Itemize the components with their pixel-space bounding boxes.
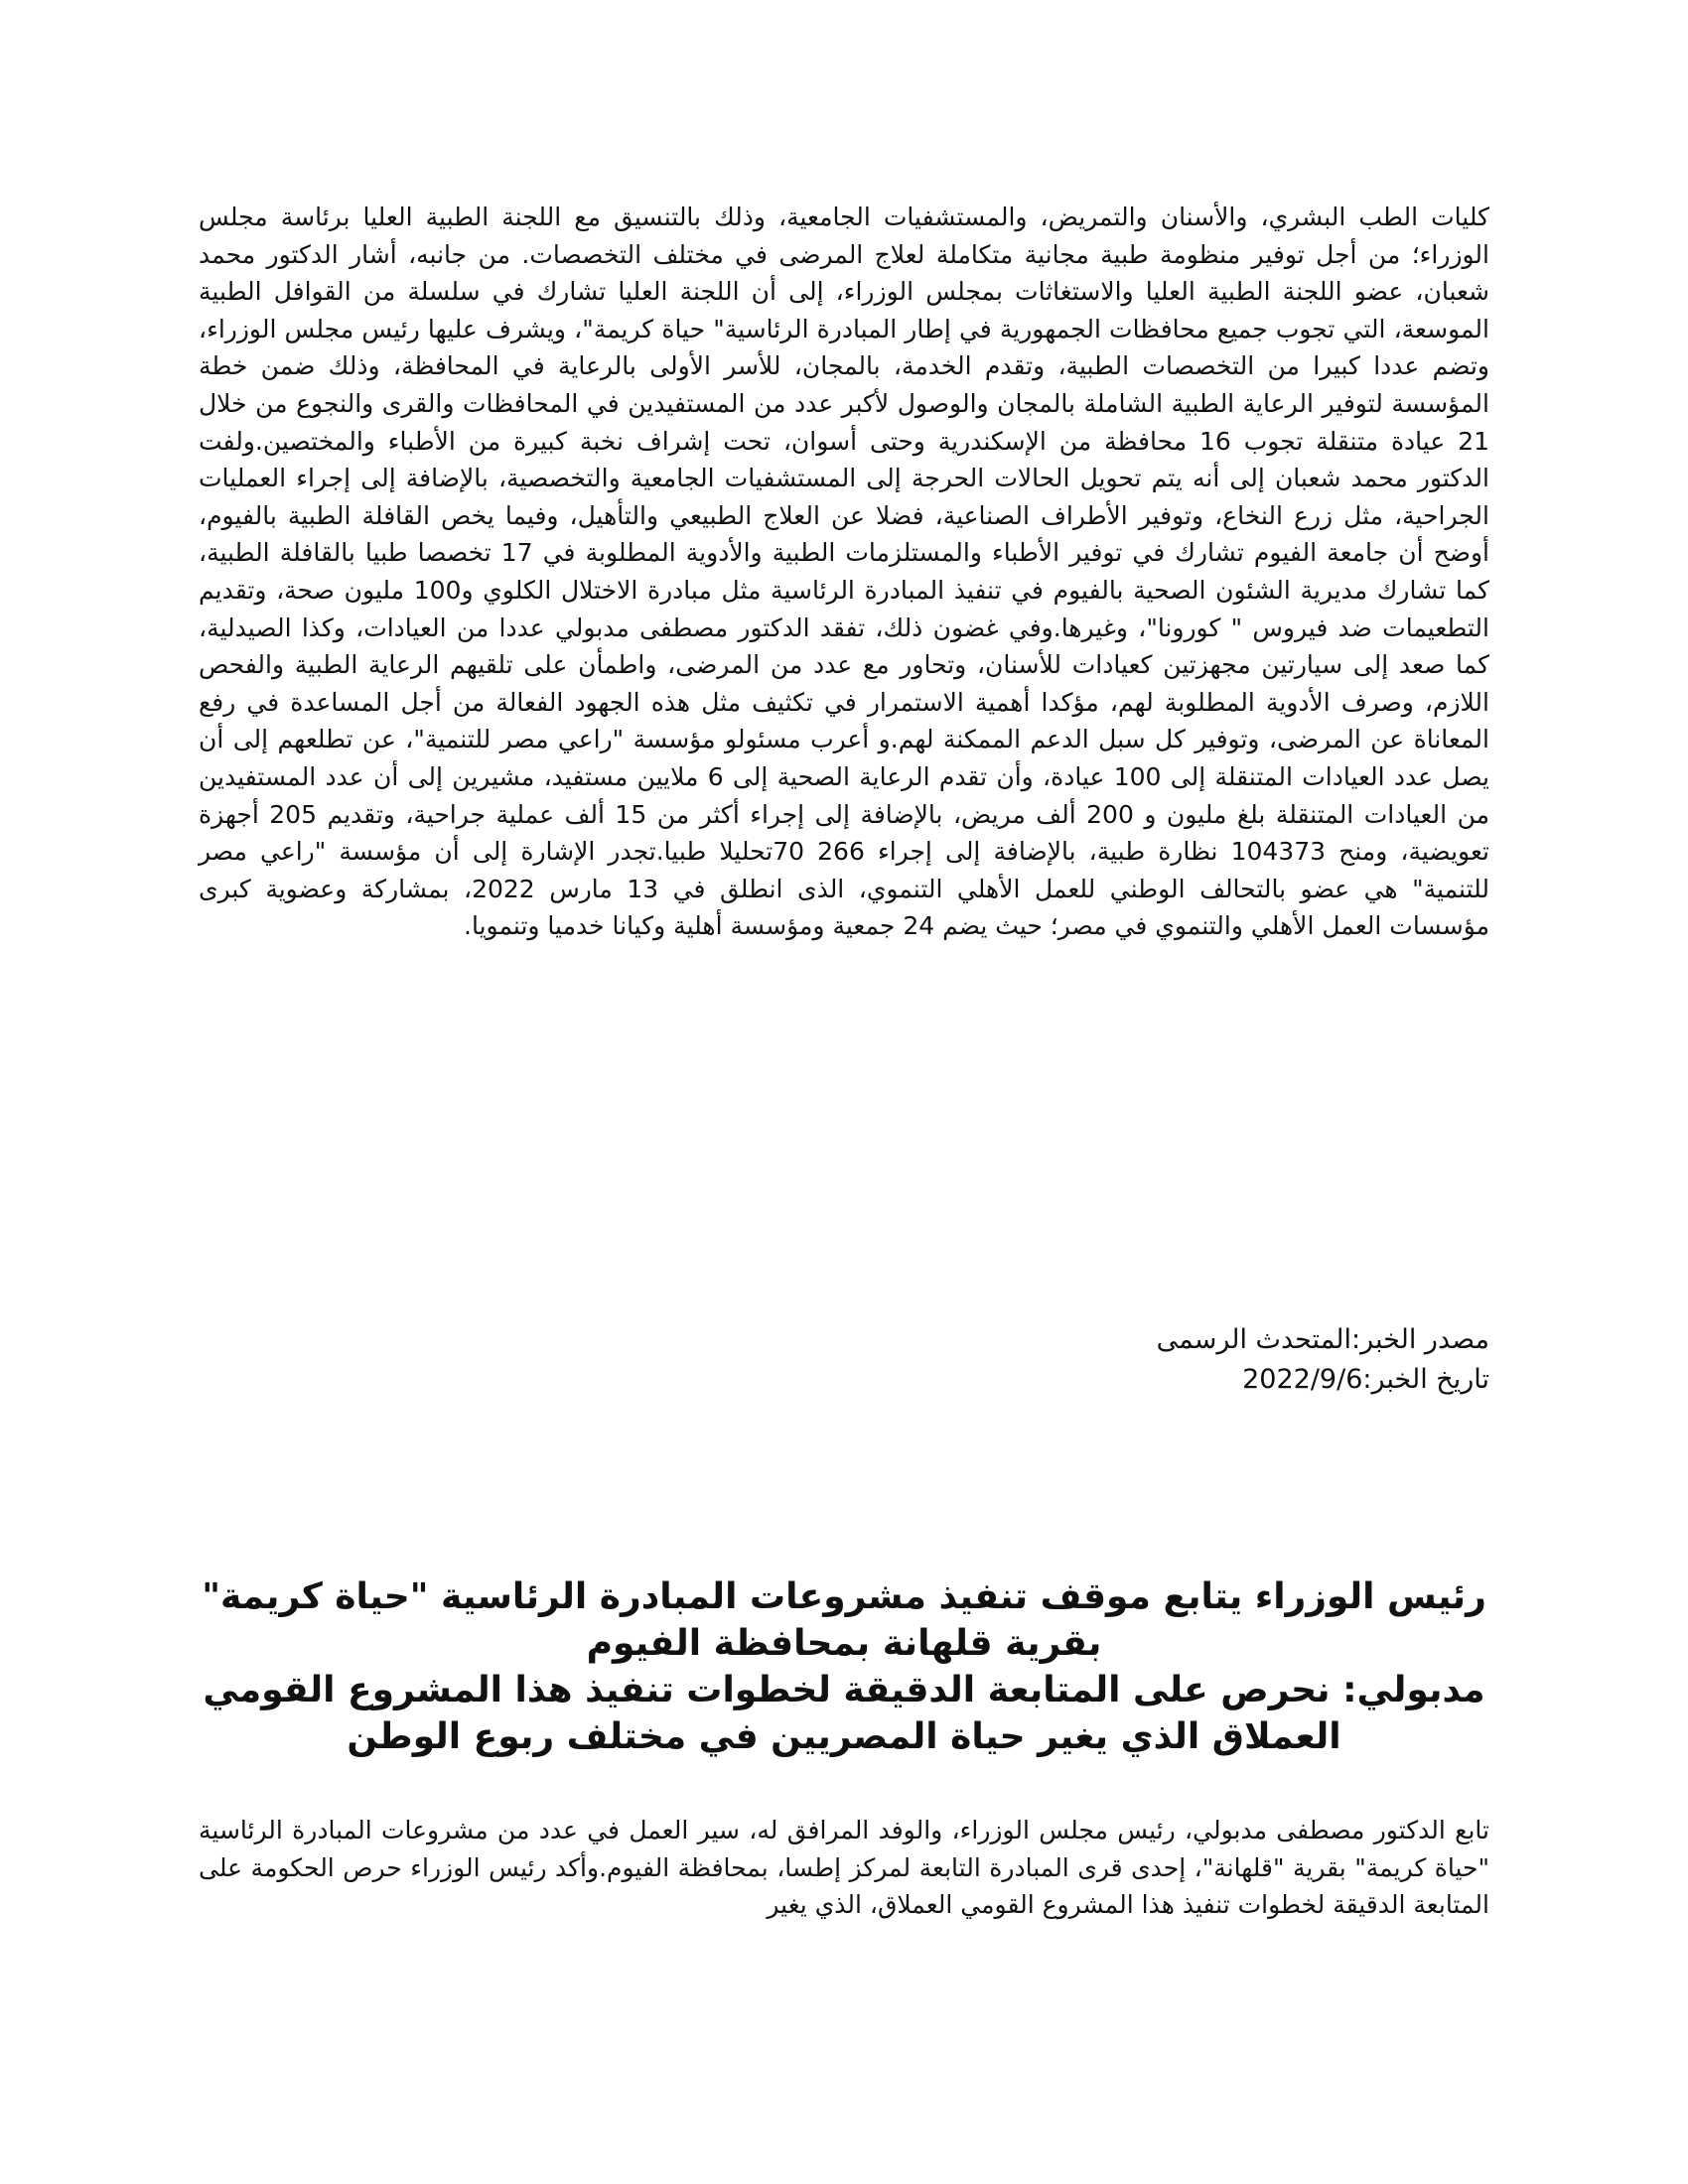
headline-line: رئيس الوزراء يتابع موقف تنفيذ مشروعات المبادرة الرئاسية "حياة كريمة" xyxy=(202,1576,1486,1617)
headline-line: بقرية قلهانة بمحافظة الفيوم xyxy=(586,1623,1102,1664)
news-source-line: مصدر الخبر:المتحدث الرسمى xyxy=(1156,1324,1489,1355)
article-body-paragraph: كليات الطب البشري، والأسنان والتمريض، والمستشفيات الجامعية، وذلك بالتنسيق مع اللجنة الطبية العليا برئاسة مجلس الوزراء؛ من أجل توفير منظومة طبية مجانية متكاملة لعلاج المرضى في مختلف التخصصات. من جانبه، أشار الدكتور محمد شعبان، عضو اللجنة الطبية العليا والاستغاثات بمجلس الوزراء، إلى أن اللجنة العليا تشارك في سلسلة من القوافل الطبية الموسعة، التي تجوب جميع محافظات الجمهورية في إطار المبادرة الرئاسية" حياة كريمة"، ويشرف عليها رئيس مجلس الوزراء، وتضم عددا كبيرا من التخصصات الطبية، وتقدم الخدمة، بالمجان، للأسر الأولى بالرعاية في المحافظة، وذلك ضمن خطة المؤسسة لتوفير الرعاية الطبية الشاملة بالمجان والوصول لأكبر عدد من المستفيدين في المحافظات والقرى والنجوع من خلال 21 عيادة متنقلة تجوب 16 محافظة من الإسكندرية وحتى أسوان، تحت إشراف نخبة كبيرة من الأطباء والمختصين.ولفت الدكتور محمد شعبان إلى أنه يتم تحويل الحالات الحرجة إلى المستشفيات الجامعية والتخصصية، بالإضافة إلى إجراء العمليات الجراحية، مثل زرع النخاع، وتوفير الأطراف الصناعية، فضلا عن العلاج الطبيعي والتأهيل، وفيما يخص القافلة الطبية بالفيوم، أوضح أن جامعة الفيوم تشارك في توفير الأطباء والمستلزمات الطبية والأدوية المطلوبة في 17 تخصصا طبيا بالقافلة الطبية، كما تشارك مديرية الشئون الصحية بالفيوم في تنفيذ المبادرة الرئاسية مثل مبادرة الاختلال الكلوي و100 مليون صحة، وتقديم التطعيمات ضد فيروس " كورونا"، وغيرها.وفي غضون ذلك، تفقد الدكتور مصطفى مدبولي عددا من العيادات، وكذا الصيدلية، كما صعد إلى سيارتين مجهزتين كعيادات للأسنان، وتحاور مع عدد من المرضى، واطمأن على تلقيهم الرعاية الطبية والفحص اللازم، وصرف الأدوية المطلوبة لهم، مؤكدا أهمية الاستمرار في تكثيف مثل هذه الجهود الفعالة من أجل المساعدة في رفع المعاناة عن المرضى، وتوفير كل سبل الدعم الممكنة لهم.و أعرب مسئولو مؤسسة "راعي مصر للتنمية"، عن تطلعهم إلى أن يصل عدد العيادات المتنقلة إلى 100 عيادة، وأن تقدم الرعاية الصحية إلى 6 ملايين مستفيد، مشيرين إلى أن عدد المستفيدين من العيادات المتنقلة بلغ مليون و 200 ألف مريض، بالإضافة إلى إجراء أكثر من 15 ألف عملية جراحية، وتقديم 205 أجهزة تعويضية، ومنح 104373 نظارة طبية، بالإضافة إلى إجراء 266 70تحليلا طبيا.تجدر الإشارة إلى أن مؤسسة "راعي مصر للتنمية" هي عضو بالتحالف الوطني للعمل الأهلي التنموي، الذى انطلق في 13 مارس 2022، بمشاركة وعضوية كبرى مؤسسات العمل الأهلي والتنموي في مصر؛ حيث يضم 24 جمعية ومؤسسة أهلية وكيانا خدميا وتنمويا. xyxy=(199,203,1489,941)
article-lead-paragraph: تابع الدكتور مصطفى مدبولي، رئيس مجلس الوزراء، والوفد المرافق له، سير العمل في عدد من مشروعات المبادرة الرئاسية "حياة كريمة" بقرية "قلهانة"، إحدى قرى المبادرة التابعة لمركز إطسا، بمحافظة الفيوم.وأكد رئيس الوزراء حرص الحكومة على المتابعة الدقيقة لخطوات تنفيذ هذا المشروع القومي العملاق، الذي يغير xyxy=(199,1816,1489,1920)
news-source-block xyxy=(993,1320,1489,1400)
subheadline-line: العملاق الذي يغير حياة المصريين في مختلف ربوع الوطن xyxy=(347,1716,1341,1757)
article-headline xyxy=(189,1573,1499,1760)
news-date-line: تاريخ الخبر:2022/9/6 xyxy=(1242,1364,1489,1395)
subheadline-line: مدبولي: نحرص على المتابعة الدقيقة لخطوات تنفيذ هذا المشروع القومي xyxy=(203,1670,1485,1710)
